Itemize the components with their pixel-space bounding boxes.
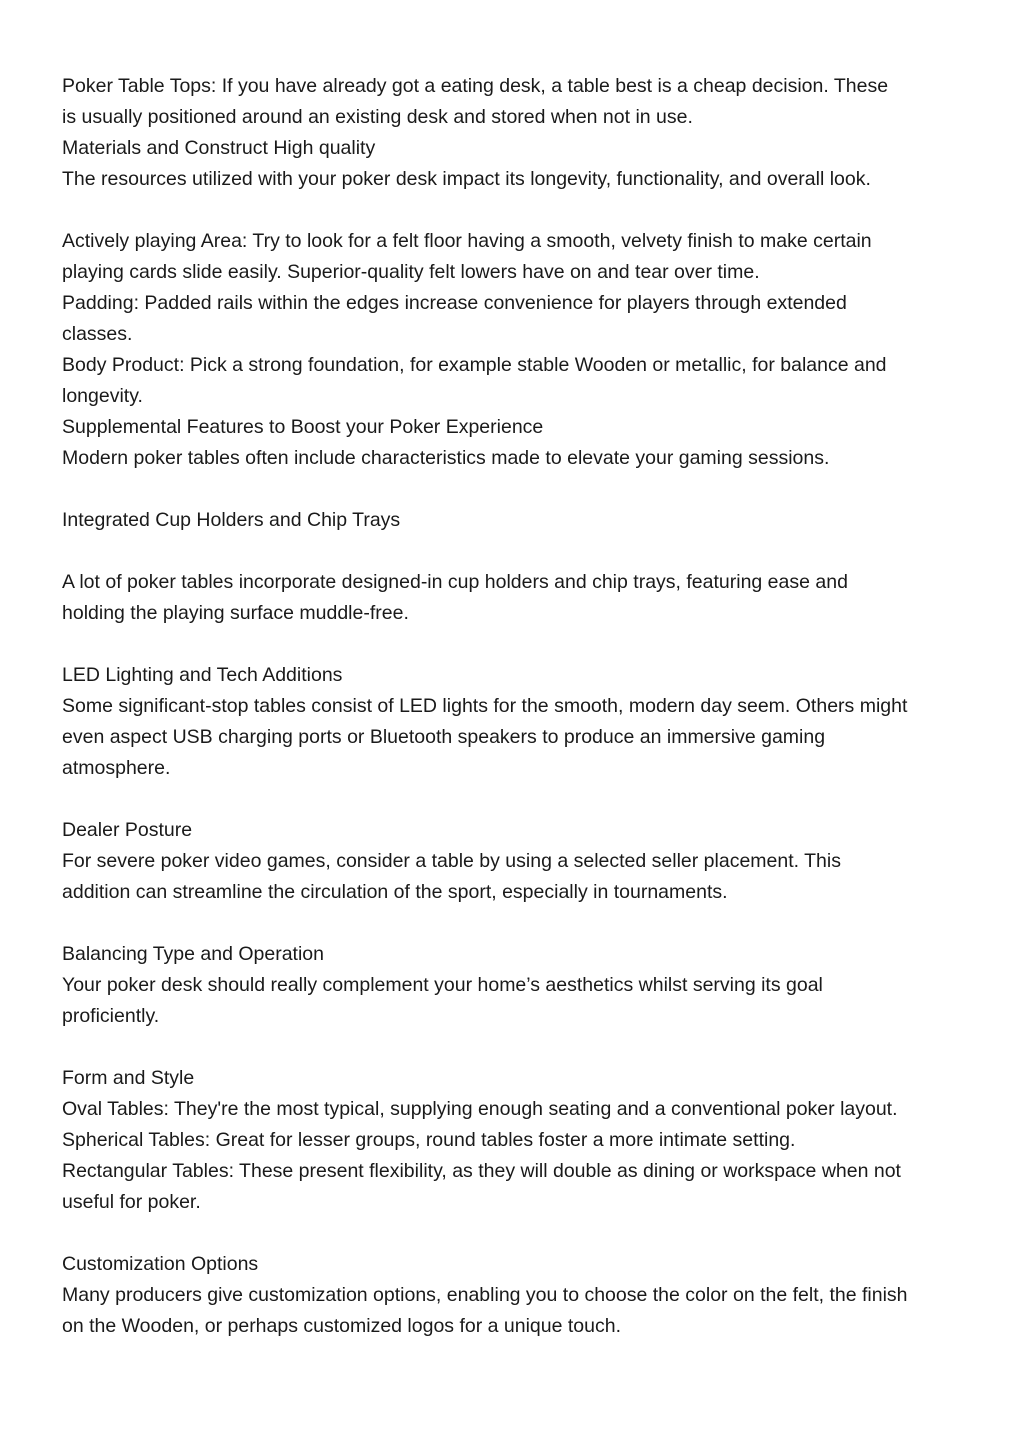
text-line: Poker Table Tops: If you have already got a eating desk, a table best is a cheap decision. These xyxy=(62,75,889,97)
text-line: Some significant-stop tables consist of LED lights for the smooth, modern day seem. Others might xyxy=(62,695,908,717)
paragraph-gap xyxy=(62,195,962,226)
paragraph-gap xyxy=(62,784,962,815)
text-line: playing cards slide easily. Superior-quality felt lowers have on and tear over time. xyxy=(62,261,760,283)
text-line: Many producers give customization options, enabling you to choose the color on the felt, the finish xyxy=(62,1284,908,1306)
text-line: even aspect USB charging ports or Bluetooth speakers to produce an immersive gaming xyxy=(62,726,826,748)
text-line: Dealer Posture xyxy=(62,819,193,841)
text-line: Rectangular Tables: These present flexibility, as they will double as dining or workspace when not xyxy=(62,1160,901,1182)
text-line: LED Lighting and Tech Additions xyxy=(62,664,343,686)
text-line: classes. xyxy=(62,323,133,345)
text-line: addition can streamline the circulation of the sport, especially in tournaments. xyxy=(62,881,728,903)
paragraph-gap xyxy=(62,536,962,567)
text-line: proficiently. xyxy=(62,1005,160,1027)
text-line: Your poker desk should really complement your home’s aesthetics whilst serving its goal xyxy=(62,974,823,996)
text-line: Padding: Padded rails within the edges increase convenience for players through extended xyxy=(62,292,847,314)
text-line: A lot of poker tables incorporate designed-in cup holders and chip trays, featuring ease and xyxy=(62,571,848,593)
text-line: atmosphere. xyxy=(62,757,171,779)
text-line: Oval Tables: They're the most typical, supplying enough seating and a conventional poker layout. xyxy=(62,1098,898,1120)
text-line: Form and Style xyxy=(62,1067,195,1089)
document-body xyxy=(62,71,962,1342)
text-line: Body Product: Pick a strong foundation, for example stable Wooden or metallic, for balance and xyxy=(62,354,887,376)
text-line: Integrated Cup Holders and Chip Trays xyxy=(62,509,401,531)
paragraph-gap xyxy=(62,1218,962,1249)
text-line: is usually positioned around an existing desk and stored when not in use. xyxy=(62,106,693,128)
text-line: useful for poker. xyxy=(62,1191,201,1213)
paragraph-gap xyxy=(62,629,962,660)
text-line: Modern poker tables often include characteristics made to elevate your gaming sessions. xyxy=(62,447,830,469)
text-line: For severe poker video games, consider a table by using a selected seller placement. This xyxy=(62,850,841,872)
text-line: Customization Options xyxy=(62,1253,259,1275)
text-line: Balancing Type and Operation xyxy=(62,943,324,965)
paragraph-gap xyxy=(62,1032,962,1063)
paragraph-gap xyxy=(62,908,962,939)
text-line: longevity. xyxy=(62,385,143,407)
text-line: The resources utilized with your poker desk impact its longevity, functionality, and overall look. xyxy=(62,168,871,190)
text-line: Materials and Construct High quality xyxy=(62,137,376,159)
text-line: Spherical Tables: Great for lesser groups, round tables foster a more intimate setting. xyxy=(62,1129,796,1151)
text-line: holding the playing surface muddle-free. xyxy=(62,602,409,624)
text-line: on the Wooden, or perhaps customized logos for a unique touch. xyxy=(62,1315,621,1337)
text-line: Supplemental Features to Boost your Poker Experience xyxy=(62,416,544,438)
text-line: Actively playing Area: Try to look for a felt floor having a smooth, velvety finish to make certain xyxy=(62,230,872,252)
paragraph-gap xyxy=(62,474,962,505)
